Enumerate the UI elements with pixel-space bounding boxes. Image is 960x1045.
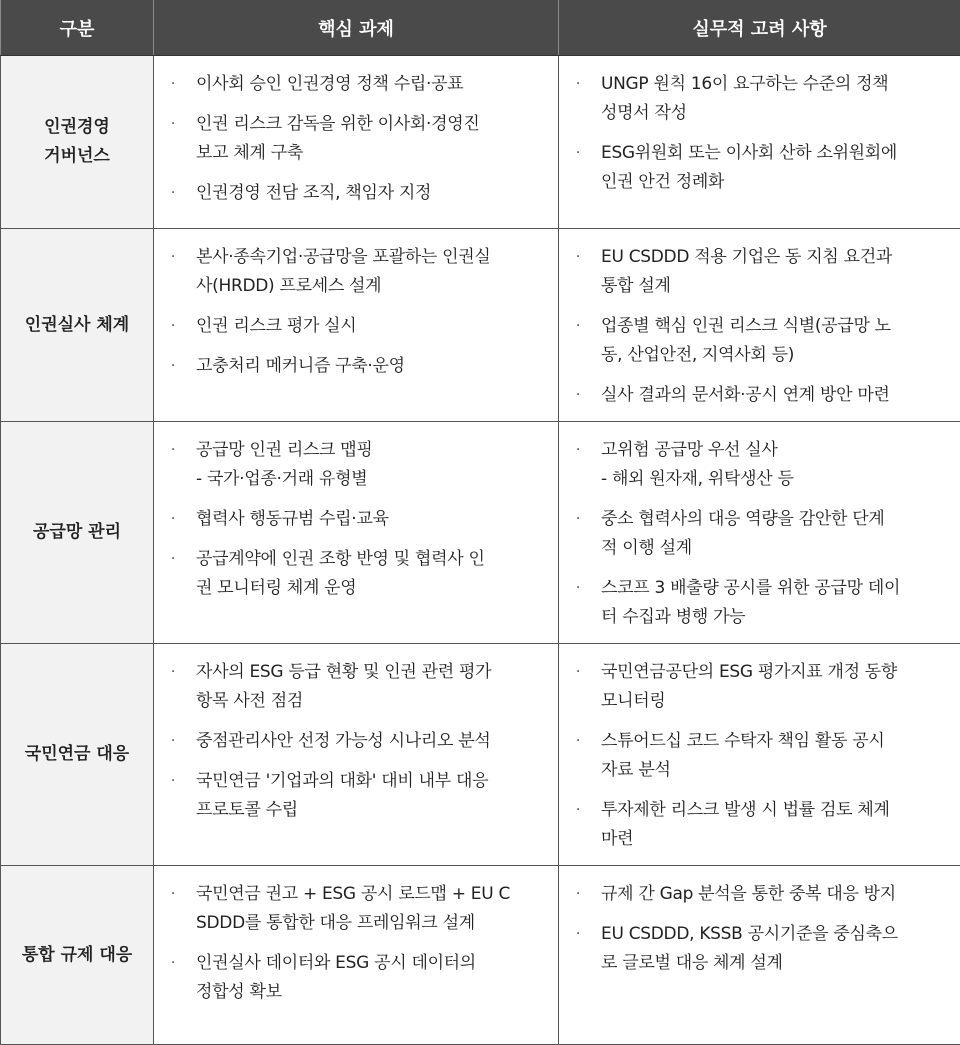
list-item-text: 고위험 공급망 우선 실사 - 해외 원자재, 위탁생산 등 (601, 440, 794, 489)
list-item-text: 인권 리스크 감독을 위한 이사회·경영진 보고 체계 구축 (196, 114, 479, 163)
bullet-icon: · (573, 70, 583, 99)
bullet-icon: · (573, 727, 583, 756)
category-cell: 인권실사 체계 (1, 229, 154, 422)
list-item (168, 312, 548, 341)
list-item (573, 139, 950, 197)
tasks-cell (154, 866, 559, 1045)
list-item (573, 880, 950, 909)
list-item-text: 인권 리스크 평가 실시 (196, 316, 356, 336)
list-item-text: 국민연금공단의 ESG 평가지표 개정 동향 모니터링 (601, 662, 897, 711)
bullet-icon: · (168, 880, 178, 909)
list-item-text: 중소 협력사의 대응 역량을 감안한 단계 적 이행 설계 (601, 509, 884, 558)
list-item-text: 스코프 3 배출량 공시를 위한 공급망 데이 터 수집과 병행 가능 (601, 578, 900, 627)
list-item-text: 국민연금 권고 + ESG 공시 로드맵 + EU C SDDD를 통합한 대응 프레임워크 설계 (196, 884, 510, 933)
bullet-icon: · (573, 658, 583, 687)
list-item (168, 767, 548, 825)
list-item-text: 국민연금 '기업과의 대화' 대비 내부 대응 프로토콜 수립 (196, 771, 488, 820)
bullet-icon: · (168, 436, 178, 465)
table-row (1, 56, 960, 229)
list-item (168, 436, 548, 494)
considerations-list (559, 56, 960, 197)
bullet-icon: · (168, 767, 178, 796)
considerations-list (559, 866, 960, 978)
tasks-cell (154, 229, 559, 422)
list-item (573, 436, 950, 494)
table-row (1, 644, 960, 866)
list-item-text: UNGP 원칙 16이 요구하는 수준의 정책 성명서 작성 (601, 74, 888, 123)
tasks-list (154, 422, 558, 603)
category-cell: 국민연금 대응 (1, 644, 154, 866)
bullet-icon: · (168, 243, 178, 272)
bullet-icon: · (573, 574, 583, 603)
table-row (1, 422, 960, 644)
list-item (573, 727, 950, 785)
bullet-icon: · (573, 880, 583, 909)
considerations-cell (559, 866, 960, 1045)
considerations-cell (559, 644, 960, 866)
tasks-cell (154, 56, 559, 229)
considerations-list (559, 644, 960, 854)
bullet-icon: · (573, 796, 583, 825)
considerations-cell (559, 229, 960, 422)
list-item-text: 공급망 인권 리스크 맵핑 - 국가·업종·거래 유형별 (196, 440, 373, 489)
considerations-list (559, 229, 960, 410)
tasks-list (154, 56, 558, 208)
considerations-cell (559, 422, 960, 644)
list-item-text: 투자제한 리스크 발생 시 법률 검토 체계 마련 (601, 800, 890, 849)
list-item-text: 스튜어드십 코드 수탁자 책임 활동 공시 자료 분석 (601, 731, 884, 780)
list-item-text: 업종별 핵심 인권 리스크 식별(공급망 노 동, 산업안전, 지역사회 등) (601, 316, 891, 365)
bullet-icon: · (573, 436, 583, 465)
list-item-text: 본사·종속기업·공급망을 포괄하는 인권실 사(HRDD) 프로세스 설계 (196, 247, 491, 296)
list-item-text: 고충처리 메커니즘 구축·운영 (196, 356, 405, 376)
considerations-list (559, 422, 960, 632)
bullet-icon: · (168, 312, 178, 341)
list-item (573, 70, 950, 128)
header-considerations: 실무적 고려 사항 (559, 0, 960, 56)
bullet-icon: · (573, 139, 583, 168)
list-item-text: 실사 결과의 문서화·공시 연계 방안 마련 (601, 385, 890, 405)
list-item-text: ESG위원회 또는 이사회 산하 소위원회에 인권 안건 정례화 (601, 143, 897, 192)
bullet-icon: · (168, 658, 178, 687)
bullet-icon: · (573, 381, 583, 410)
list-item-text: EU CSDDD 적용 기업은 동 지침 요건과 통합 설계 (601, 247, 892, 296)
bullet-icon: · (573, 312, 583, 341)
header-tasks: 핵심 과제 (154, 0, 559, 56)
category-cell: 인권경영 거버넌스 (1, 56, 154, 229)
list-item (168, 352, 548, 381)
list-item (573, 920, 950, 978)
bullet-icon: · (168, 727, 178, 756)
list-item (168, 949, 548, 1007)
list-item (573, 381, 950, 410)
list-item (168, 545, 548, 603)
header-category: 구분 (1, 0, 154, 56)
list-item (168, 110, 548, 168)
list-item (168, 243, 548, 301)
bullet-icon: · (168, 352, 178, 381)
list-item (168, 179, 548, 208)
list-item (168, 505, 548, 534)
list-item (573, 505, 950, 563)
list-item-text: 자사의 ESG 등급 현황 및 인권 관련 평가 항목 사전 점검 (196, 662, 491, 711)
bullet-icon: · (168, 545, 178, 574)
bullet-icon: · (168, 70, 178, 99)
bullet-icon: · (573, 505, 583, 534)
tasks-cell (154, 644, 559, 866)
bullet-icon: · (168, 949, 178, 978)
tasks-list (154, 644, 558, 825)
bullet-icon: · (168, 110, 178, 139)
list-item (168, 727, 548, 756)
list-item (573, 243, 950, 301)
list-item (168, 880, 548, 938)
list-item-text: 공급계약에 인권 조항 반영 및 협력사 인 권 모니터링 체계 운영 (196, 549, 485, 598)
list-item-text: 규제 간 Gap 분석을 통한 중복 대응 방지 (601, 884, 896, 904)
table-row (1, 866, 960, 1045)
tasks-list (154, 229, 558, 381)
header-row (1, 0, 960, 56)
bullet-icon: · (168, 505, 178, 534)
list-item (573, 658, 950, 716)
bullet-icon: · (573, 920, 583, 949)
category-cell: 통합 규제 대응 (1, 866, 154, 1045)
tasks-list (154, 866, 558, 1007)
list-item (168, 658, 548, 716)
bullet-icon: · (168, 179, 178, 208)
list-item-text: 협력사 행동규범 수립·교육 (196, 509, 389, 529)
list-item (573, 574, 950, 632)
list-item-text: 중점관리사안 선정 가능성 시나리오 분석 (196, 731, 491, 751)
considerations-cell (559, 56, 960, 229)
list-item (573, 312, 950, 370)
list-item-text: 인권경영 전담 조직, 책임자 지정 (196, 183, 431, 203)
tasks-cell (154, 422, 559, 644)
table-row (1, 229, 960, 422)
category-cell: 공급망 관리 (1, 422, 154, 644)
list-item-text: EU CSDDD, KSSB 공시기준을 중심축으 로 글로벌 대응 체계 설계 (601, 924, 898, 973)
bullet-icon: · (573, 243, 583, 272)
list-item-text: 인권실사 데이터와 ESG 공시 데이터의 정합성 확보 (196, 953, 476, 1002)
list-item (573, 796, 950, 854)
list-item (168, 70, 548, 99)
list-item-text: 이사회 승인 인권경영 정책 수립·공표 (196, 74, 463, 94)
